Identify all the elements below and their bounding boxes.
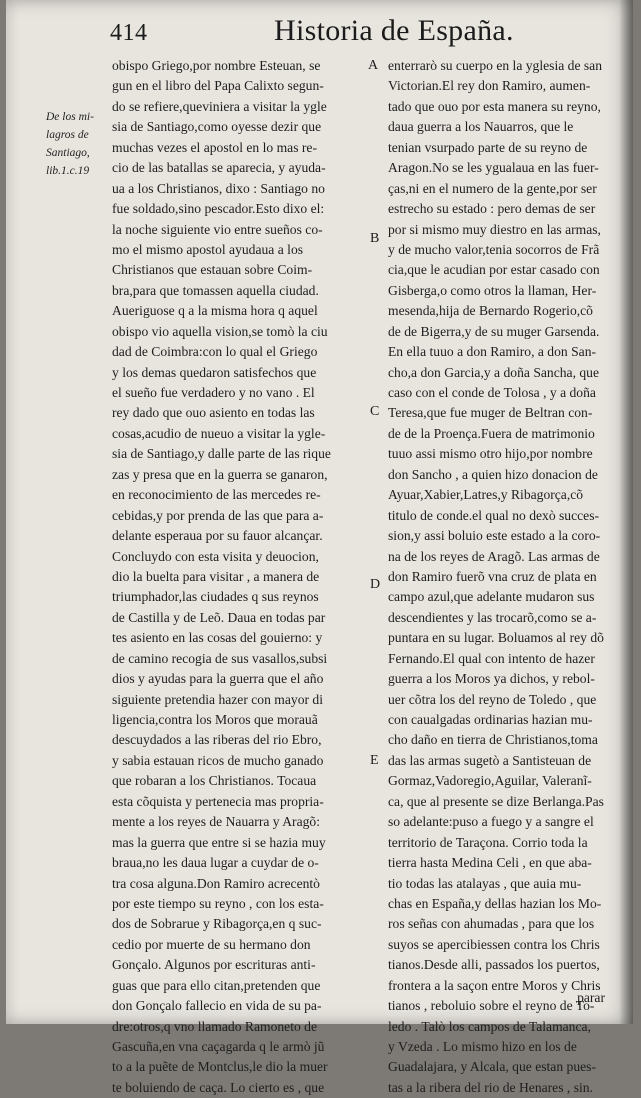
text-line: tes asiento en las cosas del gouierno: y — [112, 630, 323, 646]
text-line: dos de Sobrarue y Ribagorça,en q suc- — [112, 916, 322, 932]
text-line: Gisberga,o como otros la llaman, Her- — [388, 282, 597, 298]
text-line: cio de las batallas se aparecia, y ayuda- — [112, 160, 326, 176]
section-marker-a: A — [368, 58, 379, 73]
margin-note-line: Santiago, — [46, 147, 90, 159]
right-text-column — [388, 56, 628, 1098]
text-line: enterrarò su cuerpo en la yglesia de san — [388, 58, 603, 73]
text-line: tado que ouo por esta manera su reyno, — [388, 98, 601, 114]
text-line: tenian vsurpado parte de su reyno de — [388, 139, 588, 155]
text-line: frontera a la saçon entre Moros y Chris — [388, 977, 601, 993]
text-line: zas y presa que en la guerra se ganaron, — [112, 466, 328, 482]
text-line: ua a los Christianos, dixo : Santiago no — [112, 180, 325, 196]
page-number: 414 — [110, 20, 148, 46]
text-line: el sueño fue verdadero y no vano . El — [112, 385, 315, 400]
text-line: fue soldado,sino pescador.Esto dixo el: — [112, 201, 325, 217]
text-line: con caualgadas ordinarias hazian mu- — [388, 712, 593, 727]
text-line: caso con el conde de Tolosa , y a doña — [388, 385, 596, 400]
text-line: delante esperaua por su fauor alcançar. — [112, 528, 323, 544]
section-marker-b: B — [370, 231, 380, 246]
section-marker-e: E — [370, 753, 379, 768]
text-line: tierra hasta Medina Celi , en que aba- — [388, 855, 592, 871]
text-line: Aragon.No se les ygualaua en las fuer- — [388, 160, 599, 176]
text-line: ledo . Talò los campos de Talamanca, — [388, 1018, 591, 1034]
text-line: Christianos que estauan sobre Coim- — [112, 262, 313, 278]
text-line: descuydados a las riberas del rio Ebro, — [112, 732, 322, 748]
text-line: cho,a don Garcia,y a doña Sancha, que — [388, 364, 599, 380]
text-line: guas que para ello citan,pretenden que — [112, 977, 321, 993]
text-line: dio la buelta para visitar , a manera de — [112, 568, 320, 584]
text-line: muchas vezes el apostol en lo mas re- — [112, 139, 317, 155]
text-line: cia,que le acudian por estar casado con — [388, 262, 600, 278]
text-line: cosas,acudio de nueuo a visitar la ygle- — [112, 425, 326, 441]
text-line: que robaran a los Christianos. Tocaua — [112, 773, 317, 789]
text-line: de de la Proença.Fuera de matrimonio — [388, 425, 595, 441]
text-line: daua guerra a los Nauarros, que le — [388, 119, 574, 135]
text-line: por si mismo muy diestro en las armas, — [388, 221, 601, 237]
text-line: ros señas con ahumadas , para que los — [388, 916, 595, 932]
text-line: titulo de conde.el qual no dexò succes- — [388, 507, 600, 523]
text-line: te boluiendo de caça. Lo cierto es , que — [112, 1079, 325, 1095]
section-marker-c: C — [370, 404, 380, 419]
page-header — [6, 14, 633, 50]
text-line: ca, que al presente se dize Berlanga.Pas — [388, 793, 604, 809]
text-line: suyos se apercibiessen contra los Chris — [388, 936, 600, 952]
text-line: obispo Griego,por nombre Esteuan, se — [112, 58, 321, 73]
text-line: gun en el libro del Papa Calixto segun- — [112, 78, 324, 94]
text-line: dad de Coimbra:con lo qual el Griego — [112, 344, 318, 360]
text-line: na de los reyes de Aragõ. Las armas de — [388, 548, 600, 564]
text-line: Concluydo con esta visita y deuocion, — [112, 548, 319, 564]
text-line: cedio por muerte de su hermano don — [112, 936, 311, 952]
text-line: tio todas las atalayas , que auia mu- — [388, 875, 582, 891]
text-line: tianos , reboluio sobre el reyno de To- — [388, 998, 595, 1014]
text-line: de de Bigerra,y de su muger Garsenda. — [388, 323, 600, 339]
text-line: chas en España,y dellas hazian los Mo- — [388, 895, 602, 911]
text-line: mas la guerra que entre si se hazia muy — [112, 834, 326, 850]
text-line: ças,ni en el numero de la gente,por ser — [388, 180, 597, 196]
text-line: tas a la ribera del rio de Henares , sin. — [388, 1079, 593, 1095]
text-line: tra cosa alguna.Don Ramiro acrecentò — [112, 875, 320, 891]
margin-note — [46, 108, 110, 180]
text-line: obispo vio aquella vision,se tomò la ciu — [112, 323, 328, 339]
text-line: rey dado que ouo asiento en todas las — [112, 405, 315, 421]
text-line: so adelante:puso a fuego y a sangre el — [388, 814, 594, 830]
text-line: don Ramiro fuerõ vna cruz de plata en — [388, 568, 597, 584]
running-title: Historia de España. — [274, 14, 514, 47]
catchword: parar — [577, 990, 605, 1005]
text-line: Fernando.El qual con intento de hazer — [388, 650, 595, 666]
text-line: territorio de Taraçona. Corrio toda la — [388, 834, 588, 850]
text-line: Gormaz,Vadoregio,Aguilar, Valeranĩ- — [388, 773, 592, 789]
text-line: Gascuña,en vna caçagarda q le armò jũ — [112, 1039, 325, 1054]
text-line: y Vzeda . Lo mismo hizo en los de — [388, 1039, 577, 1054]
text-line: braua,no les daua lugar a cuydar de o- — [112, 855, 319, 871]
text-line: cebidas,y por prenda de las que para a- — [112, 507, 324, 523]
text-line: mesenda,hija de Bernardo Rogerio,cõ — [388, 303, 593, 319]
book-page — [6, 0, 633, 1095]
text-line: dre:otros,q vno llamado Ramoneto de — [112, 1018, 317, 1034]
section-marker-d: D — [370, 577, 381, 592]
text-line: siguiente pretendia hazer con mayor di — [112, 691, 323, 707]
text-line: do se refiere,queviniera a visitar la ygle — [112, 98, 327, 114]
text-line: das las armas sugetò a Santisteuan de — [388, 752, 592, 768]
text-line: Aueriguose q a la misma hora q aquel — [112, 303, 318, 319]
text-line: y sabia estauan ricos de mucho ganado — [112, 752, 324, 768]
text-line: la noche siguiente vio entre sueños co- — [112, 221, 323, 237]
text-line: don Sancho , a quien hizo donacion de — [388, 466, 598, 482]
text-line: Victorian.El rey don Ramiro, aumen- — [388, 78, 591, 94]
text-line: campo azul,que adelante mudaron sus — [388, 589, 595, 605]
text-line: sion,y assi boluio este estado a la coro- — [388, 528, 601, 544]
text-line: bra,para que tomassen aquella ciudad. — [112, 282, 319, 298]
text-line: Gonçalo. Algunos por escrituras anti- — [112, 957, 316, 973]
text-line: esta cõquista y pertenecia mas propria- — [112, 793, 324, 809]
text-line: ligencia,contra los Moros que morauã — [112, 712, 318, 727]
text-line: tuuo assi mismo otro hijo,por nombre — [388, 446, 593, 462]
margin-note-line: De los mi- — [46, 111, 94, 123]
text-line: y los demas quedaron satisfechos que — [112, 364, 317, 380]
text-line: estrecho su estado : pero demas de ser — [388, 201, 596, 217]
text-line: mo el mismo apostol ayudaua a los — [112, 241, 304, 257]
text-line: Ayuar,Xabier,Latres,y Ribagorça,cõ — [388, 487, 584, 503]
text-line: En ella tuuo a don Ramiro, a don San- — [388, 344, 597, 360]
text-line: sia de Santiago,y dalle parte de las rique — [112, 446, 331, 462]
text-line: uer cõtra los del reyno de Toledo , que — [388, 691, 597, 707]
text-line: tianos.Desde alli, passados los puertos, — [388, 957, 600, 973]
text-line: dios y ayudas para la guerra que el año — [112, 671, 324, 687]
margin-note-line: lib.1.c.19 — [46, 165, 90, 177]
text-line: y de mucho valor,tenia socorros de Frã — [388, 241, 600, 257]
text-line: por este tiempo su reyno , con los esta- — [112, 895, 324, 911]
text-line: descendientes y las trocarõ,como se a- — [388, 609, 597, 625]
text-line: de Castilla y de Leõ. Daua en todas par — [112, 609, 326, 625]
text-line: sia de Santiago,como oyesse dezir que — [112, 119, 322, 135]
text-line: triumphador,las ciudades q sus reynos — [112, 589, 319, 605]
text-line: guerra a los Moros ya dichos, y rebol- — [388, 671, 595, 687]
text-line: Teresa,que fue muger de Beltran con- — [388, 405, 593, 421]
text-line: don Gonçalo fallecio en vida de su pa- — [112, 998, 322, 1014]
text-line: en reconocimiento de las mercedes re- — [112, 487, 321, 503]
left-text-column — [112, 56, 372, 1098]
text-line: puntara en su lugar. Boluamos al rey dõ — [388, 630, 604, 646]
margin-note-line: lagros de — [46, 129, 89, 141]
text-line: cho daño en tierra de Christianos,toma — [388, 732, 598, 748]
text-line: de camino recogia de sus vasallos,subsi — [112, 650, 328, 666]
text-line: to a la puẽte de Montclus,le dio la muer — [112, 1059, 328, 1075]
text-line: mente a los reyes de Nauarra y Aragõ: — [112, 814, 320, 830]
text-line: Guadalajara, y Alcala, que estan pues- — [388, 1059, 596, 1075]
